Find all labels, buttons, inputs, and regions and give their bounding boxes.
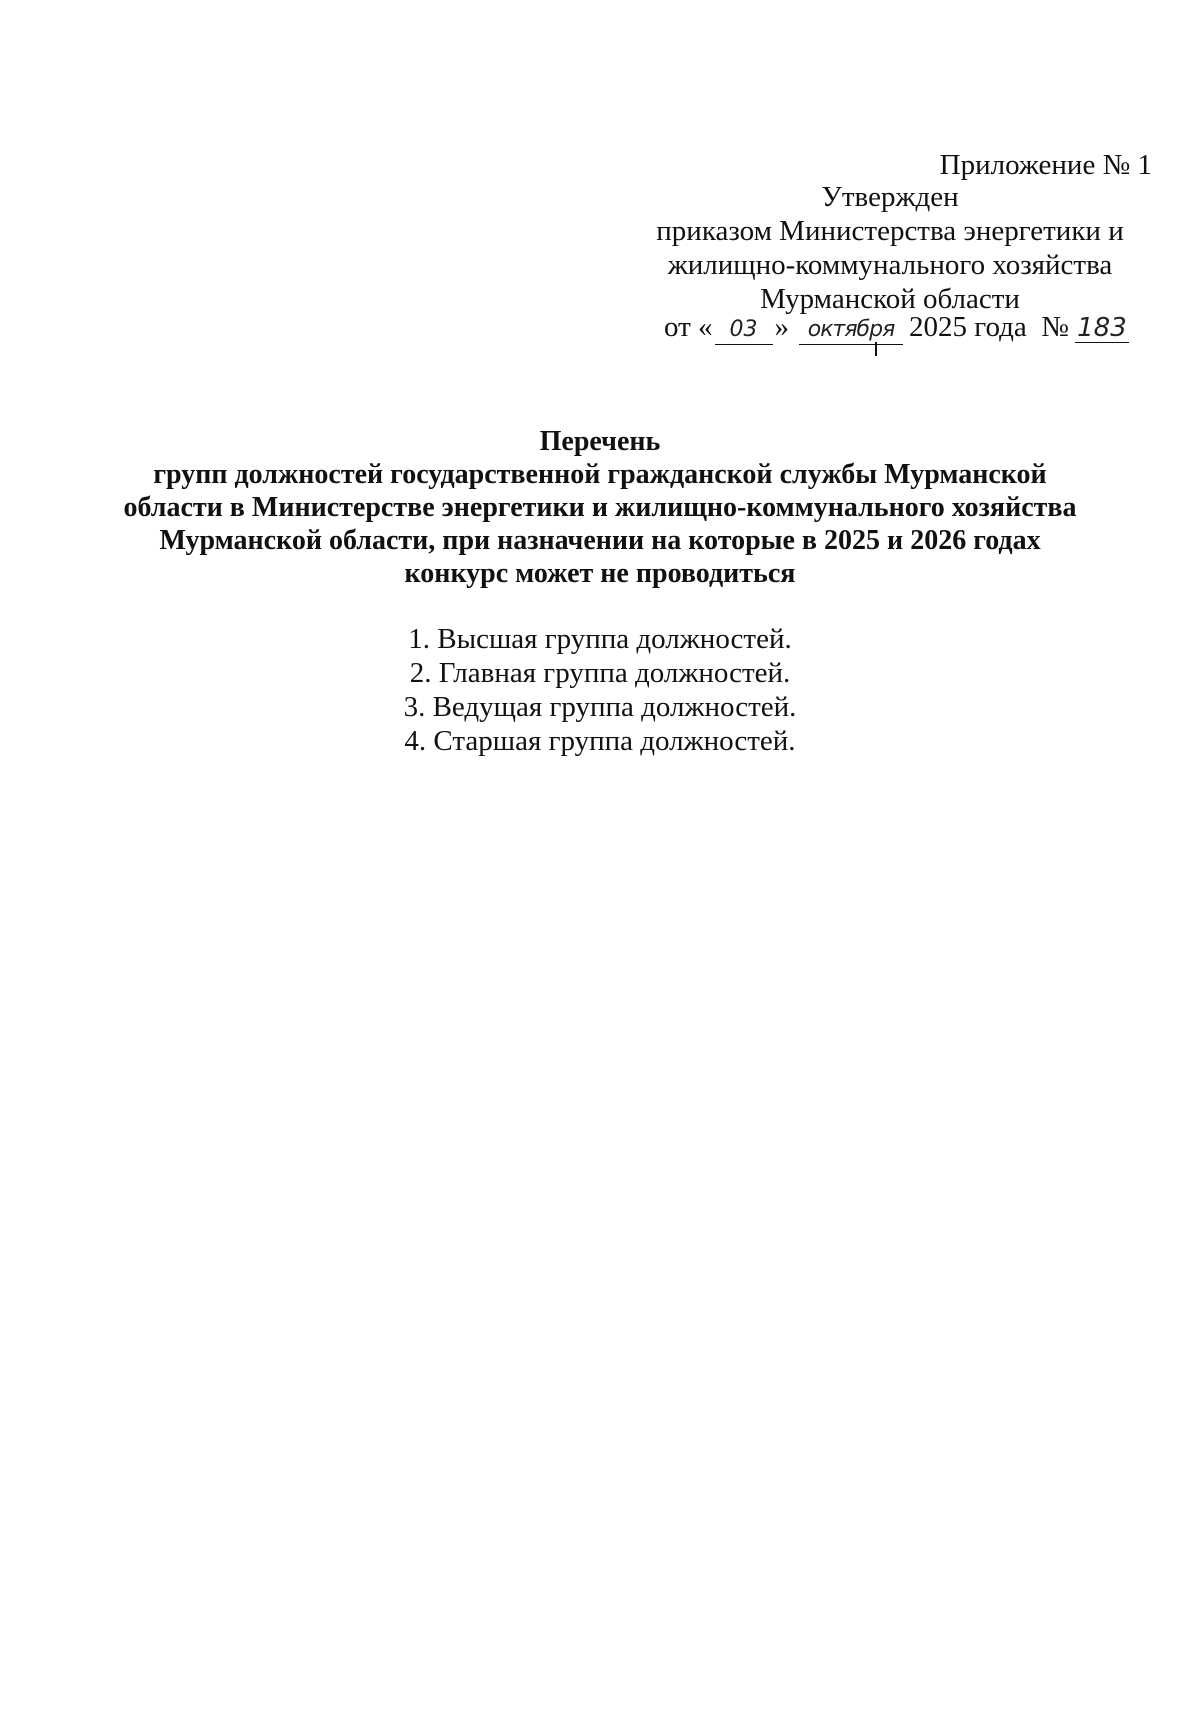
date-prefix: от « [664,311,713,343]
date-year: 2025 года [909,311,1027,343]
order-line-1: приказом Министерства энергетики и [656,215,1124,247]
title-line-1: групп должностей государственной гражданской службы Мурманской [153,459,1047,490]
handwritten-month [799,316,903,345]
title-heading: Перечень [539,426,661,457]
title-line-2: области в Министерстве энергетики и жилищно-коммунального хозяйства [123,492,1077,523]
list-item: 4. Старшая группа должностей. [404,725,796,757]
handwritten-month-text: октября [807,317,895,342]
month-tick-mark [875,342,877,356]
date-quote-close: » [774,311,790,343]
order-date-line [664,310,1129,345]
title-line-4: конкурс может не проводиться [404,558,796,589]
approval-block [630,180,1150,316]
list-item: 1. Высшая группа должностей. [408,623,792,655]
position-groups-list [60,622,1140,758]
handwritten-order-number: 183 [1075,314,1129,343]
document-title [60,425,1140,590]
title-line-3: Мурманской области, при назначении на которые в 2025 и 2026 годах [159,525,1041,556]
order-line-3: Мурманской области [760,283,1020,315]
number-sign: № [1041,311,1069,343]
list-item: 3. Ведущая группа должностей. [403,691,797,723]
appendix-number: Приложение № 1 [939,149,1152,181]
list-item: 2. Главная группа должностей. [409,657,791,689]
order-line-2: жилищно-коммунального хозяйства [667,249,1113,281]
handwritten-day: 03 [715,316,773,345]
approved-label: Утвержден [821,181,959,213]
